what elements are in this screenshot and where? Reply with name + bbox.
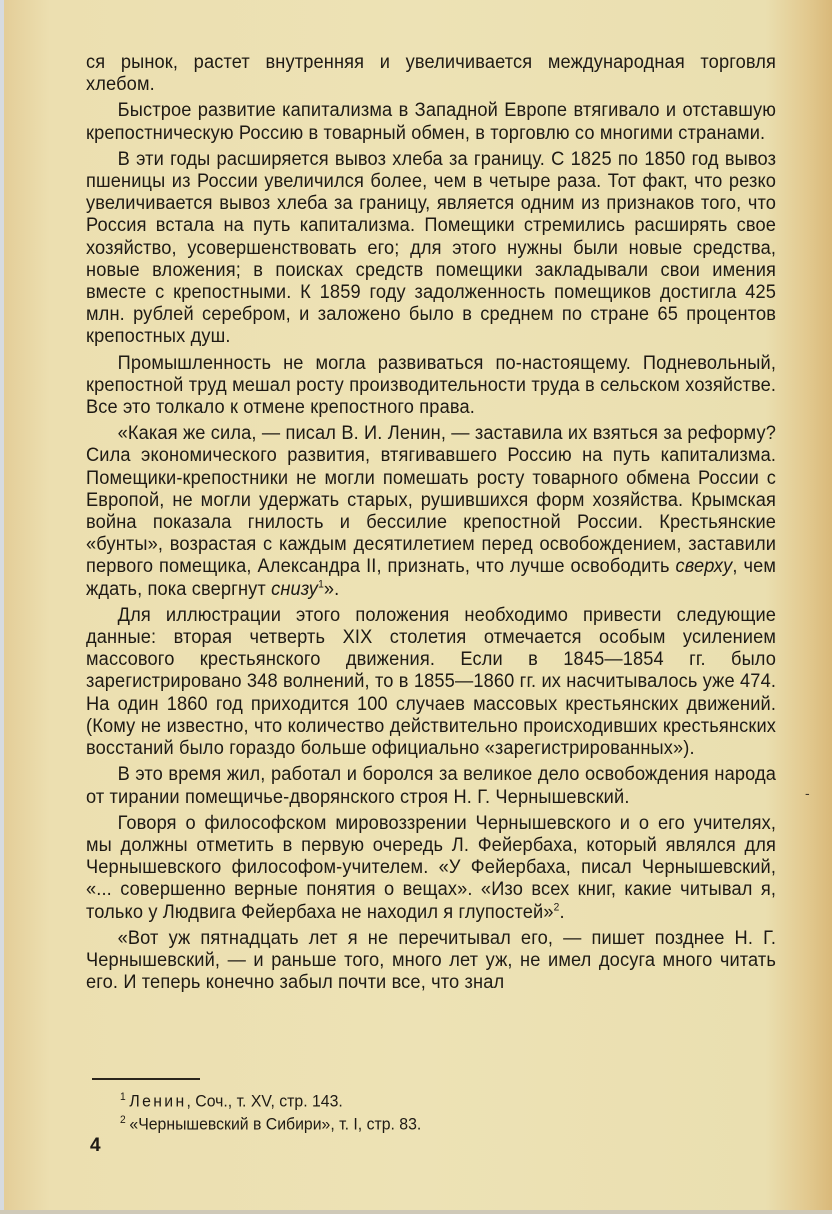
page-left-edge — [0, 0, 4, 1214]
paragraph-1: ся рынок, растет внутренняя и увеличивается международная торговля хлебом. — [86, 51, 777, 96]
italic-word-snizu: снизу — [271, 577, 319, 600]
page-number: 4 — [90, 1135, 101, 1156]
footnote-separator — [92, 1078, 200, 1080]
italic-word-sverkhu: сверху — [675, 555, 733, 578]
footnote-ref-2[interactable]: 2 — [553, 900, 560, 913]
footnote-text: «Чернышевский в Сибири», т. I, стр. 83. — [129, 1114, 422, 1134]
paragraph-9: «Вот уж пятнадцать лет я не перечитывал его, — пишет позднее Н. Г. Чернышевский, — и раньше того, много лет уж, не имел досуга много читать его. И теперь конечно забыл почти все, что знал — [86, 926, 777, 994]
paragraph-end: . — [559, 900, 565, 923]
margin-mark: - — [805, 785, 810, 801]
footnote-2 — [120, 1111, 421, 1134]
quote-text: «Какая же сила, — писал В. И. Ленин, — заставила их взяться за реформу? Сила экономического развития, втягивавшего Россию на путь капитализма. Помещики-крепостники не могли помешать росту товарного обмена России с Европой, не могли удержать старых, рушившихся форм хозяйства. Крымская война показала гнилость и бессилие крепостной России. Крестьянские «бунты», возрастая с каждым десятилетием перед освобождением, заставили первого помещика, Александра II, признать, что лучше освободить — [86, 422, 777, 578]
paragraph-2: Быстрое развитие капитализма в Западной Европе втягивало и отставшую крепостническую Россию в товарный обмен, в торговлю со многими странами. — [86, 99, 777, 144]
paragraph-6: Для иллюстрации этого положения необходимо привести следующие данные: вторая четверть XIX столетия отмечается особым усилением массового крестьянского движения. Если в 1845—1854 гг. было зарегистрировано 348 волнений, то в 1855—1860 гг. их насчитывалось уже 474. На один 1860 год приходится 100 случаев массовых крестьянских движений. (Кому не известно, что количество действительно происходивших крестьянских восстаний было гораздо больше официально «зарегистрированных»). — [86, 603, 777, 760]
footnote-mark: 1 — [120, 1091, 126, 1103]
footnotes — [120, 1088, 421, 1133]
footnote-text: , Соч., т. XV, стр. 143. — [186, 1091, 343, 1111]
paragraph-7: В это время жил, работал и боролся за великое дело освобождения народа от тирании помещичье-дворянского строя Н. Г. Чернышевский. — [86, 763, 777, 808]
paragraph-8-feuerbach — [86, 812, 776, 923]
footnote-author: Ленин — [129, 1091, 187, 1111]
page-bottom-edge — [0, 1210, 832, 1214]
paragraph-text: Говоря о философском мировоззрении Чернышевского и о его учителях, мы должны отметить в первую очередь Л. Фейербаха, который являлся для Чернышевского философом-учителем. «У Фейербаха, писал Чернышевский, «... совершенно верные понятия о вещах». «Изо всех книг, какие читывал я, только у Людвига Фейербаха не находил я глупостей» — [86, 811, 777, 923]
footnote-1 — [120, 1088, 421, 1111]
paragraph-3: В эти годы расширяется вывоз хлеба за границу. С 1825 по 1850 год вывоз пшеницы из России увеличился более, чем в четыре раза. Тот факт, что резко увеличивается вывоз хлеба за границу, является одним из признаков того, что Россия встала на путь капитализма. Помещики стремились расширять свое хозяйство, усовершенствовать его; для этого нужны были новые средства, новые вложения; в поисках средств помещики закладывали свои имения вместе с крепостными. К 1859 году задолженность помещиков достигла 425 млн. рублей серебром, и заложено было в среднем по стране 65 процентов крепостных душ. — [86, 147, 777, 348]
paragraph-5-lenin-quote — [86, 422, 776, 600]
footnote-mark: 2 — [120, 1113, 126, 1126]
quote-text-middle: , чем ждать, пока свергнут — [86, 555, 777, 600]
body-text — [86, 51, 776, 997]
paragraph-4: Промышленность не могла развиваться по-настоящему. Подневольный, крепостной труд мешал росту производительности труда в сельском хозяйстве. Все это толкало к отмене крепостного права. — [86, 351, 777, 419]
quote-close: ». — [323, 577, 340, 600]
footnote-ref-1[interactable]: 1 — [318, 578, 324, 591]
